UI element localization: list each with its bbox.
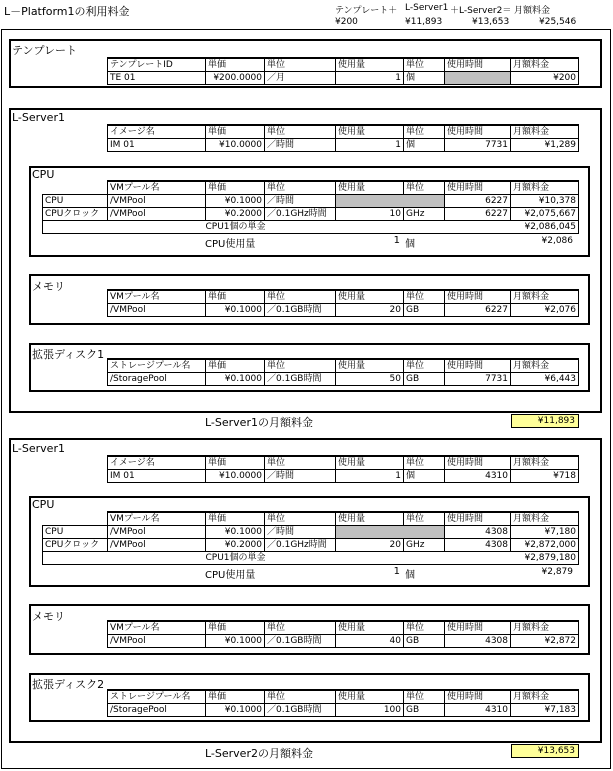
cell: GB [404,704,445,717]
column-header: 月額料金 [511,290,579,304]
cell: CPUクロック [43,208,108,221]
server2-cpu-label: CPU [32,498,55,511]
cell: 7731 [445,373,511,386]
column-header: 単位 [265,456,336,470]
cell: ／時間 [265,526,336,539]
column-header: 使用量 [336,690,404,704]
server2-memory-table [107,620,579,648]
column-header: 月額料金 [511,125,579,139]
cell: /StoragePool [108,373,206,386]
cell: ¥0.1000 [206,373,265,386]
cell: ¥10,378 [511,195,579,208]
cell: ¥200.0000 [206,72,265,85]
cell: ／0.1GB時間 [265,373,336,386]
cpu-unit-price-label: CPU1個の単金 [206,552,511,565]
cell: 50 [336,373,404,386]
cell: 1 [336,470,404,483]
cell: 100 [336,704,404,717]
cell: GB [404,373,445,386]
column-header: 使用量 [336,512,404,526]
cpu-usage-unit: 個 [405,570,415,581]
column-header: 月額料金 [511,690,579,704]
cell: /VMPool [108,526,206,539]
cpu-unit-price-value: ¥2,879,180 [511,552,579,565]
column-header: ストレージプール名 [108,690,206,704]
server2-cpu-table [42,511,579,565]
summary-value-template: ¥200 [335,17,358,27]
cell [445,72,511,85]
column-header: 使用量 [336,58,404,72]
server2-memory-label: メモリ [32,610,65,623]
cell: /VMPool [108,195,206,208]
column-header: 単価 [206,456,265,470]
cell: ／時間 [265,470,336,483]
cell: ¥0.1000 [206,526,265,539]
cell: GB [404,304,445,317]
column-header: 月額料金 [511,359,579,373]
cell: /VMPool [108,635,206,648]
table-row [43,221,579,234]
server2-total-label: L-Server2の月額料金 [205,747,313,760]
server2-image-table [107,455,579,483]
column-header: 単位 [404,125,445,139]
server2-section-label: L-Server1 [12,442,65,455]
server1-cpu-table [42,180,579,234]
column-header: 単位 [265,512,336,526]
table-row [108,373,579,386]
server2-disk-label: 拡張ディスク2 [32,678,105,691]
cell: ¥200 [511,72,579,85]
cell: ¥0.2000 [206,208,265,221]
column-header: 使用量 [336,290,404,304]
cell [336,526,445,539]
column-header: VMプール名 [108,512,206,526]
server1-total-value: ¥11,893 [511,414,579,428]
cell: ¥0.2000 [206,539,265,552]
cell: /VMPool [108,304,206,317]
column-header: 使用時間 [445,125,511,139]
column-header: 月額料金 [511,621,579,635]
column-header: 単価 [206,359,265,373]
cell: ¥2,075,667 [511,208,579,221]
column-header: 単位 [265,181,336,195]
column-header: 単位 [265,690,336,704]
column-header: 使用量 [336,456,404,470]
column-header: 使用時間 [445,690,511,704]
column-header: 月額料金 [511,456,579,470]
column-header: VMプール名 [108,181,206,195]
cell: ¥0.1000 [206,704,265,717]
cell: ¥0.1000 [206,304,265,317]
cell: 個 [404,72,445,85]
template-table [107,57,579,85]
cell: GHz [404,539,445,552]
summary-label-monthly: 月額料金 [514,6,551,16]
cell: ¥2,076 [511,304,579,317]
cell: ¥2,872,000 [511,539,579,552]
cell: ¥6,443 [511,373,579,386]
cell: ¥10.0000 [206,139,265,152]
blank-cell [43,181,108,195]
column-header: ストレージプール名 [108,359,206,373]
column-header: 単位 [265,359,336,373]
cell: 4310 [445,704,511,717]
column-header: テンプレートID [108,58,206,72]
cpu-usage-label: CPU使用量 [205,239,256,250]
cell: 1 [336,72,404,85]
cell: 4308 [445,539,511,552]
cell: ¥7,183 [511,704,579,717]
cell: ¥1,289 [511,139,579,152]
column-header: 使用量 [336,359,404,373]
column-header: 月額料金 [511,512,579,526]
column-header: 単位 [265,58,336,72]
column-header: 使用時間 [445,359,511,373]
cpu-usage-unit: 個 [405,239,415,250]
table-header-row [43,512,579,526]
server1-total-label: L-Server1の月額料金 [205,416,313,429]
cell [336,195,445,208]
server1-cpu-label: CPU [32,168,55,181]
cpu-unit-price-value: ¥2,086,045 [511,221,579,234]
column-header: 単位 [265,621,336,635]
cell: ／0.1GB時間 [265,635,336,648]
column-header: 単価 [206,181,265,195]
cell: 6227 [445,208,511,221]
table-row [43,208,579,221]
server2-disk-table [107,689,579,717]
cell: 4308 [445,635,511,648]
column-header: 単位 [404,690,445,704]
cpu-unit-price-label: CPU1個の単金 [206,221,511,234]
column-header: 単価 [206,512,265,526]
cell: 個 [404,470,445,483]
table-header-row [43,181,579,195]
column-header: 単位 [404,359,445,373]
column-header: 単位 [404,456,445,470]
cell: IM 01 [108,470,206,483]
cell [43,552,206,565]
column-header: 単価 [206,125,265,139]
column-header: 使用時間 [445,290,511,304]
server1-disk-label: 拡張ディスク1 [32,348,105,361]
column-header: イメージ名 [108,125,206,139]
column-header: 単位 [404,621,445,635]
column-header: 単価 [206,58,265,72]
column-header: 単位 [404,290,445,304]
cell: /VMPool [108,539,206,552]
cell: 4308 [445,526,511,539]
table-header-row [108,359,579,373]
column-header: 使用時間 [445,181,511,195]
table-row [108,304,579,317]
cell: 1 [336,139,404,152]
cell: 7731 [445,139,511,152]
table-header-row [108,290,579,304]
column-header: 単位 [265,290,336,304]
cell: GB [404,635,445,648]
cell: ／月 [265,72,336,85]
table-row [108,635,579,648]
cpu-usage-value: ¥2,879 [541,567,573,577]
column-header: VMプール名 [108,621,206,635]
cell: ¥7,180 [511,526,579,539]
table-row [43,539,579,552]
server1-section-label: L-Server1 [12,111,65,124]
cell: 20 [336,304,404,317]
cell: TE 01 [108,72,206,85]
cell: ／時間 [265,139,336,152]
column-header: 単価 [206,621,265,635]
table-row [108,704,579,717]
table-row [108,139,579,152]
column-header: 使用量 [336,621,404,635]
column-header: 単位 [265,125,336,139]
cell: CPUクロック [43,539,108,552]
summary-label-template: テンプレート＋ [335,6,398,16]
server1-memory-table [107,289,579,317]
cpu-usage-label: CPU使用量 [205,570,256,581]
column-header: イメージ名 [108,456,206,470]
cell: 個 [404,139,445,152]
table-row [43,195,579,208]
summary-value-server1: ¥11,893 [405,17,443,27]
cell: CPU [43,526,108,539]
cell: /StoragePool [108,704,206,717]
cell: ¥2,872 [511,635,579,648]
summary-value-monthly: ¥25,546 [539,17,577,27]
table-header-row [108,621,579,635]
column-header: 単価 [206,290,265,304]
cell: 4310 [445,470,511,483]
cell: ／0.1GB時間 [265,704,336,717]
template-section-label: テンプレート [12,44,78,57]
cell: ／時間 [265,195,336,208]
column-header: 使用量 [336,181,404,195]
table-row [108,470,579,483]
table-row [43,526,579,539]
cell: ¥0.1000 [206,195,265,208]
column-header: 月額料金 [511,181,579,195]
column-header: 月額料金 [511,58,579,72]
table-row [43,552,579,565]
table-header-row [108,456,579,470]
cpu-usage-qty: 1 [393,566,400,577]
cell: 10 [336,208,404,221]
table-header-row [108,125,579,139]
cell: ¥718 [511,470,579,483]
column-header: 使用時間 [445,512,511,526]
cell: IM 01 [108,139,206,152]
table-header-row [108,690,579,704]
column-header: 単価 [206,690,265,704]
column-header: 単位 [404,512,445,526]
column-header: 使用時間 [445,58,511,72]
cell: 40 [336,635,404,648]
cell: ／0.1GHz時間 [265,539,336,552]
cell: 20 [336,539,404,552]
summary-value-server2: ¥13,653 [472,17,510,27]
column-header: VMプール名 [108,290,206,304]
cell: ／0.1GHz時間 [265,208,336,221]
summary-label-server1: L-Server1 [405,3,449,13]
server2-total-value: ¥13,653 [511,744,579,758]
server1-disk-table [107,358,579,386]
column-header: 使用時間 [445,456,511,470]
summary-label-server2: ＋L-Server2＝ [450,6,512,16]
cell: 6227 [445,304,511,317]
cpu-usage-qty: 1 [393,235,400,246]
cell: ¥0.1000 [206,635,265,648]
column-header: 単位 [404,58,445,72]
column-header: 使用量 [336,125,404,139]
cell [43,221,206,234]
column-header: 単位 [404,181,445,195]
table-row [108,72,579,85]
page-title: L－Platform1の利用料金 [4,5,130,18]
cell: /VMPool [108,208,206,221]
table-header-row [108,58,579,72]
server1-image-table [107,124,579,152]
blank-cell [43,512,108,526]
column-header: 使用時間 [445,621,511,635]
cpu-usage-value: ¥2,086 [541,236,573,246]
cell: GHz [404,208,445,221]
server1-memory-label: メモリ [32,280,65,293]
cell: 6227 [445,195,511,208]
cell: ／0.1GB時間 [265,304,336,317]
cell: ¥10.0000 [206,470,265,483]
cell: CPU [43,195,108,208]
